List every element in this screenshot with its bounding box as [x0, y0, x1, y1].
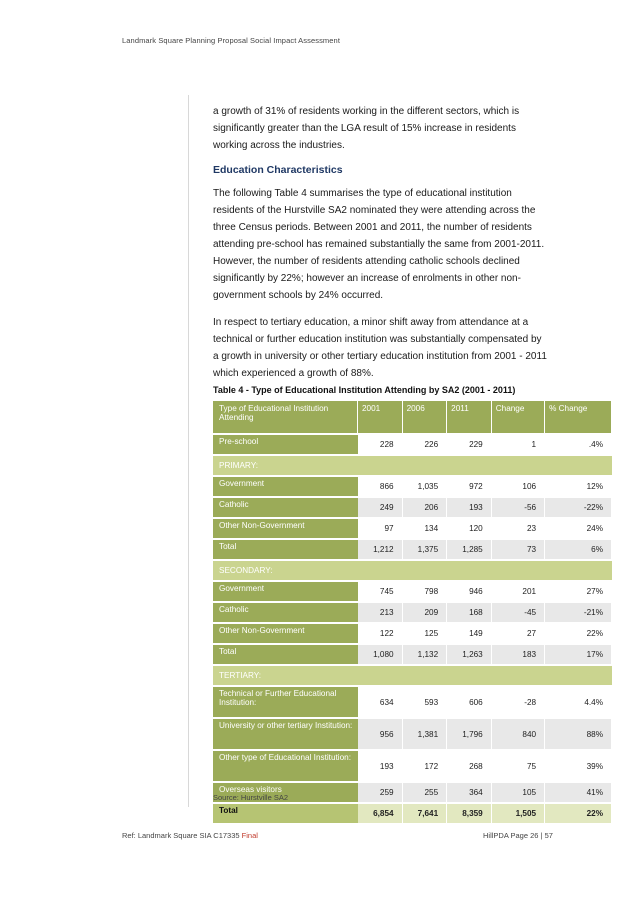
table-cell: 956	[358, 719, 403, 751]
section-heading-education: Education Characteristics	[213, 164, 343, 176]
column-header: Change	[492, 401, 545, 435]
table-cell: 866	[358, 477, 403, 498]
table-cell: 125	[403, 624, 448, 645]
table-cell: 1,796	[447, 719, 492, 751]
table-cell: 22%	[545, 804, 612, 825]
table-cell: 1	[492, 435, 545, 456]
table-cell: 946	[447, 582, 492, 603]
table-section-label: TERTIARY:	[213, 666, 612, 687]
table-cell: 149	[447, 624, 492, 645]
table-cell: 41%	[545, 783, 612, 804]
table-header-row	[213, 401, 612, 435]
table-cell: 12%	[545, 477, 612, 498]
table-cell: 27%	[545, 582, 612, 603]
column-header: % Change	[545, 401, 612, 435]
table-cell: 73	[492, 540, 545, 561]
table-row-label: Pre-school	[213, 435, 358, 456]
table-section-row	[213, 561, 612, 582]
table-source: Source: Hurstville SA2	[213, 793, 289, 802]
table-row-label: Overseas visitors	[213, 783, 358, 804]
table-cell: 1,375	[403, 540, 448, 561]
table-row	[213, 603, 612, 624]
column-header: 2001	[358, 401, 403, 435]
table-row	[213, 624, 612, 645]
body-content	[213, 103, 548, 392]
table-cell: 22%	[545, 624, 612, 645]
table-cell: 209	[403, 603, 448, 624]
paragraph-education-summary: The following Table 4 summarises the type of educational institution residents of the Hurstville SA2 nominated they were attending across the three Census periods. Between 2001 and 2011, the number of residents attending pre-school has remained substantially the same from 2001-2011. However, the number of residents attending catholic schools declined significantly by 22%; however an increase of enrolments in other non-government schools by 24% occurred.	[213, 188, 545, 301]
table-cell: -21%	[545, 603, 612, 624]
table-section-label: SECONDARY:	[213, 561, 612, 582]
table-cell: 75	[492, 751, 545, 783]
table-cell: 193	[358, 751, 403, 783]
table-row-label: University or other tertiary Institution:	[213, 719, 358, 751]
table-cell: 6%	[545, 540, 612, 561]
table-row-label: Government	[213, 477, 358, 498]
table-cell: -28	[492, 687, 545, 719]
column-header: Type of Educational Institution Attending	[213, 401, 358, 435]
education-table	[213, 401, 612, 825]
table-cell: 120	[447, 519, 492, 540]
table-row	[213, 719, 612, 751]
table-row-label: Other type of Educational Institution:	[213, 751, 358, 783]
table-section-row	[213, 666, 612, 687]
table-cell: 1,381	[403, 719, 448, 751]
margin-rule	[188, 95, 189, 807]
table-row-label: Total	[213, 804, 358, 825]
table-section-row	[213, 456, 612, 477]
table-cell: 88%	[545, 719, 612, 751]
footer-reference	[122, 831, 258, 840]
table-cell: 213	[358, 603, 403, 624]
table-row-label: Catholic	[213, 498, 358, 519]
table-row	[213, 519, 612, 540]
table-row	[213, 687, 612, 719]
table-row	[213, 582, 612, 603]
table-cell: 228	[358, 435, 403, 456]
table-cell: 249	[358, 498, 403, 519]
table-cell: 745	[358, 582, 403, 603]
table-cell: 201	[492, 582, 545, 603]
table-cell: 172	[403, 751, 448, 783]
column-header: 2011	[447, 401, 492, 435]
table-cell: 106	[492, 477, 545, 498]
table-cell: 17%	[545, 645, 612, 666]
table-cell: 593	[403, 687, 448, 719]
table-cell: 23	[492, 519, 545, 540]
table-cell: 634	[358, 687, 403, 719]
table-cell: 1,263	[447, 645, 492, 666]
table-row-label: Other Non-Government	[213, 519, 358, 540]
table-cell: -56	[492, 498, 545, 519]
table-row-label: Government	[213, 582, 358, 603]
page-header-title: Landmark Square Planning Proposal Social Impact Assessment	[122, 36, 340, 45]
table-cell: 1,080	[358, 645, 403, 666]
table-cell: 168	[447, 603, 492, 624]
table-cell: 7,641	[403, 804, 448, 825]
table-cell: 27	[492, 624, 545, 645]
footer-ref-status: Final	[241, 831, 258, 840]
table-cell: 972	[447, 477, 492, 498]
table-cell: 255	[403, 783, 448, 804]
table-cell: 1,285	[447, 540, 492, 561]
table-cell: 183	[492, 645, 545, 666]
table-row	[213, 435, 612, 456]
table-cell: 798	[403, 582, 448, 603]
table-cell: 122	[358, 624, 403, 645]
footer-ref-text: Ref: Landmark Square SIA C17335	[122, 831, 242, 840]
column-header: 2006	[403, 401, 448, 435]
table-caption: Table 4 - Type of Educational Institution Attending by SA2 (2001 - 2011)	[213, 385, 516, 395]
table-row-label: Total	[213, 540, 358, 561]
table-cell: 226	[403, 435, 448, 456]
table-cell: 6,854	[358, 804, 403, 825]
table-cell: 840	[492, 719, 545, 751]
table-cell: 1,035	[403, 477, 448, 498]
table-cell: 193	[447, 498, 492, 519]
table-row-label: Catholic	[213, 603, 358, 624]
table-cell: 97	[358, 519, 403, 540]
table-cell: 105	[492, 783, 545, 804]
table-row	[213, 804, 612, 825]
table-cell: 206	[403, 498, 448, 519]
table-cell: -22%	[545, 498, 612, 519]
table-row	[213, 540, 612, 561]
footer-page-number: HillPDA Page 26 | 57	[483, 831, 553, 840]
paragraph-tertiary-education: In respect to tertiary education, a minor shift away from attendance at a technical or further education institution was substantially compensated by a growth in university or other tertiary education institution from 2001 - 2011 which experienced a growth of 88%.	[213, 317, 547, 379]
table-row	[213, 477, 612, 498]
table-cell: 1,132	[403, 645, 448, 666]
table-cell: 4.4%	[545, 687, 612, 719]
paragraph-workforce-growth: a growth of 31% of residents working in the different sectors, which is significantly greater than the LGA result of 15% increase in residents working across the industries.	[213, 106, 520, 151]
table-row-label: Technical or Further Educational Institution:	[213, 687, 358, 719]
table-cell: 1,505	[492, 804, 545, 825]
table-cell: 259	[358, 783, 403, 804]
table-row	[213, 751, 612, 783]
table-row	[213, 498, 612, 519]
table-row-label: Other Non-Government	[213, 624, 358, 645]
table-body	[213, 435, 612, 825]
table-cell: 39%	[545, 751, 612, 783]
table-row-label: Total	[213, 645, 358, 666]
table-cell: 268	[447, 751, 492, 783]
table-cell: 606	[447, 687, 492, 719]
table-cell: 8,359	[447, 804, 492, 825]
table-cell: .4%	[545, 435, 612, 456]
table-cell: 134	[403, 519, 448, 540]
table-cell: 24%	[545, 519, 612, 540]
table-row	[213, 645, 612, 666]
table-cell: -45	[492, 603, 545, 624]
table-section-label: PRIMARY:	[213, 456, 612, 477]
table-cell: 1,212	[358, 540, 403, 561]
table-cell: 229	[447, 435, 492, 456]
table-cell: 364	[447, 783, 492, 804]
